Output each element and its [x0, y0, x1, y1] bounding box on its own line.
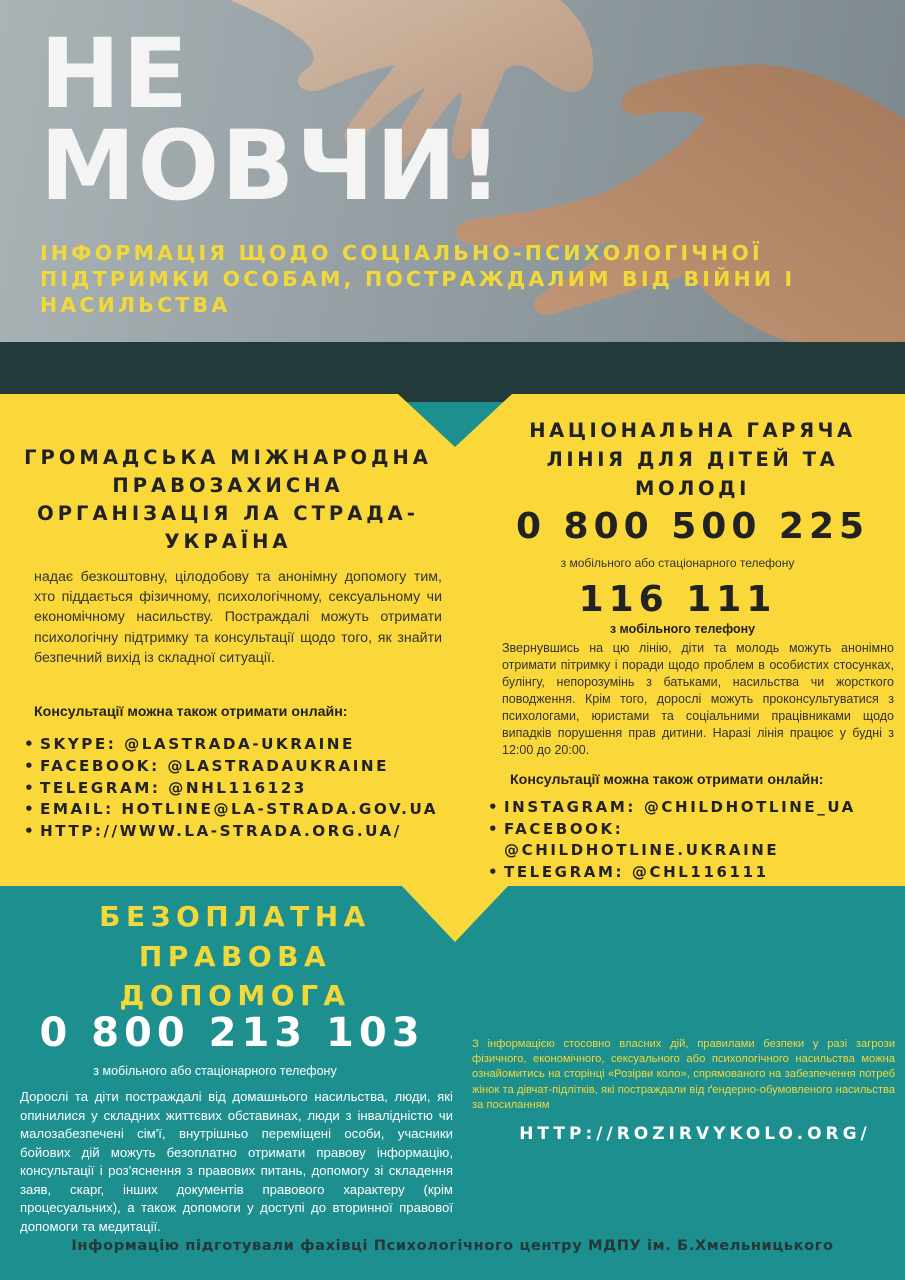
- org-title: ГРОМАДСЬКА МІЖНАРОДНА ПРАВОЗАХИСНА ОРГАНІЗАЦІЯ ЛА СТРАДА-УКРАЇНА: [24, 446, 432, 553]
- org-contact-email[interactable]: • EMAIL: HOTLINE@LA-STRADA.GOV.UA: [24, 799, 444, 821]
- hero-subtitle: ІНФОРМАЦІЯ ЩОДО СОЦІАЛЬНО-ПСИХОЛОГІЧНОЇ ПІДТРИМКИ ОСОБАМ, ПОСТРАЖДАЛИМ ВІД ВІЙНИ І НАСИЛЬСТВА: [40, 241, 796, 317]
- legal-aid-title: БЕЗОПЛАТНА ПРАВОВА ДОПОМОГА: [99, 900, 371, 1012]
- legal-aid-phone-note: з мобільного або стаціонарного телефону: [93, 1064, 337, 1078]
- org-contact-website[interactable]: • HTTP://WWW.LA-STRADA.ORG.UA/: [24, 821, 444, 843]
- footer-credits: Інформацію підготували фахівці Психологічного центру МДПУ ім. Б.Хмельницького: [71, 1237, 834, 1254]
- hotline-phone-main-note: з мобільного або стаціонарного телефону: [560, 556, 795, 570]
- org-online-heading: Консультації можна також отримати онлайн:: [34, 704, 348, 720]
- org-description: надає безкоштовну, цілодобову та анонімну допомогу тим, хто піддається фізичному, психологічному, сексуальному чи економічному насильству. Постраждалі можуть отримати психологічну підтримку та консультації щодо того, як знайти безпечний вихід із складної ситуації.: [34, 569, 442, 666]
- hero-title-line2: МОВЧИ!: [40, 110, 505, 222]
- legal-aid-description: Дорослі та діти постраждалі від домашнього насильства, люди, які опинилися у складних життєвих обставинах, люди з інвалідністю чи малозабезпечені сім'ї, внутрішньо переміщені особи, учасники бойових дій можуть безоплатно отримати правову інформацію, консультації і роз'яснення з правових питань, допомогу зі складення заяв, скарг, інших документів правового характеру (крім процесуальних), а також допомоги у доступі до вторинної правової допомоги та медитації.: [20, 1089, 453, 1234]
- safety-info-link[interactable]: HTTP://ROZIRVYKOLO.ORG/: [519, 1124, 871, 1144]
- hotline-contact-list: [488, 797, 888, 883]
- hotline-phone-short-note: з мобільного телефону: [609, 622, 756, 636]
- hotline-title: НАЦІОНАЛЬНА ГАРЯЧА ЛІНІЯ ДЛЯ ДІТЕЙ ТА МОЛОДІ: [529, 419, 856, 500]
- hotline-contact-telegram[interactable]: • TELEGRAM: @CHL116111: [488, 862, 888, 884]
- org-contact-list: [24, 734, 444, 843]
- hotline-phone-short[interactable]: 116 111: [578, 579, 777, 620]
- org-contact-skype[interactable]: • SKYPE: @LASTRADA-UKRAINE: [24, 734, 444, 756]
- org-contact-facebook[interactable]: • FACEBOOK: @LASTRADAUKRAINE: [24, 756, 444, 778]
- hotline-contact-facebook[interactable]: • FACEBOOK: @CHILDHOTLINE.UKRAINE: [488, 819, 888, 862]
- hero-title-line1: НЕ: [40, 18, 190, 130]
- hotline-phone-main[interactable]: 0 800 500 225: [515, 506, 870, 547]
- legal-aid-phone[interactable]: 0 800 213 103: [39, 1010, 425, 1056]
- hotline-description: Звернувшись на цю лінію, діти та молодь можуть анонімно отримати пітримку і поради щодо проблем в особистих стосунках, булінгу, непорозумінь з батьками, насильства чи жорсткого поводження. Крім того, дорослі можуть проконсультуватися з психологами, юристами та соціальними працівниками щодо випадків порушення прав дитини. Наразі лінія працює у будні з 12:00 до 20:00.: [502, 641, 894, 757]
- hotline-contact-instagram[interactable]: • INSTAGRAM: @CHILDHOTLINE_UA: [488, 797, 888, 819]
- hotline-online-heading: Консультації можна також отримати онлайн:: [510, 772, 824, 788]
- org-contact-telegram[interactable]: • TELEGRAM: @NHL116123: [24, 778, 444, 800]
- safety-info-text: З інформацією стосовно власних дій, правилами безпеки у разі загрози фізичного, економічного, сексуального або психологічного насильства можна ознайомитись на сторінці «Розірви коло», спрямованого на забезпечення потреб жінок та дівчат-підлітків, які постраждали від ґендерно-обумовленого насильства за посиланням: [472, 1038, 895, 1111]
